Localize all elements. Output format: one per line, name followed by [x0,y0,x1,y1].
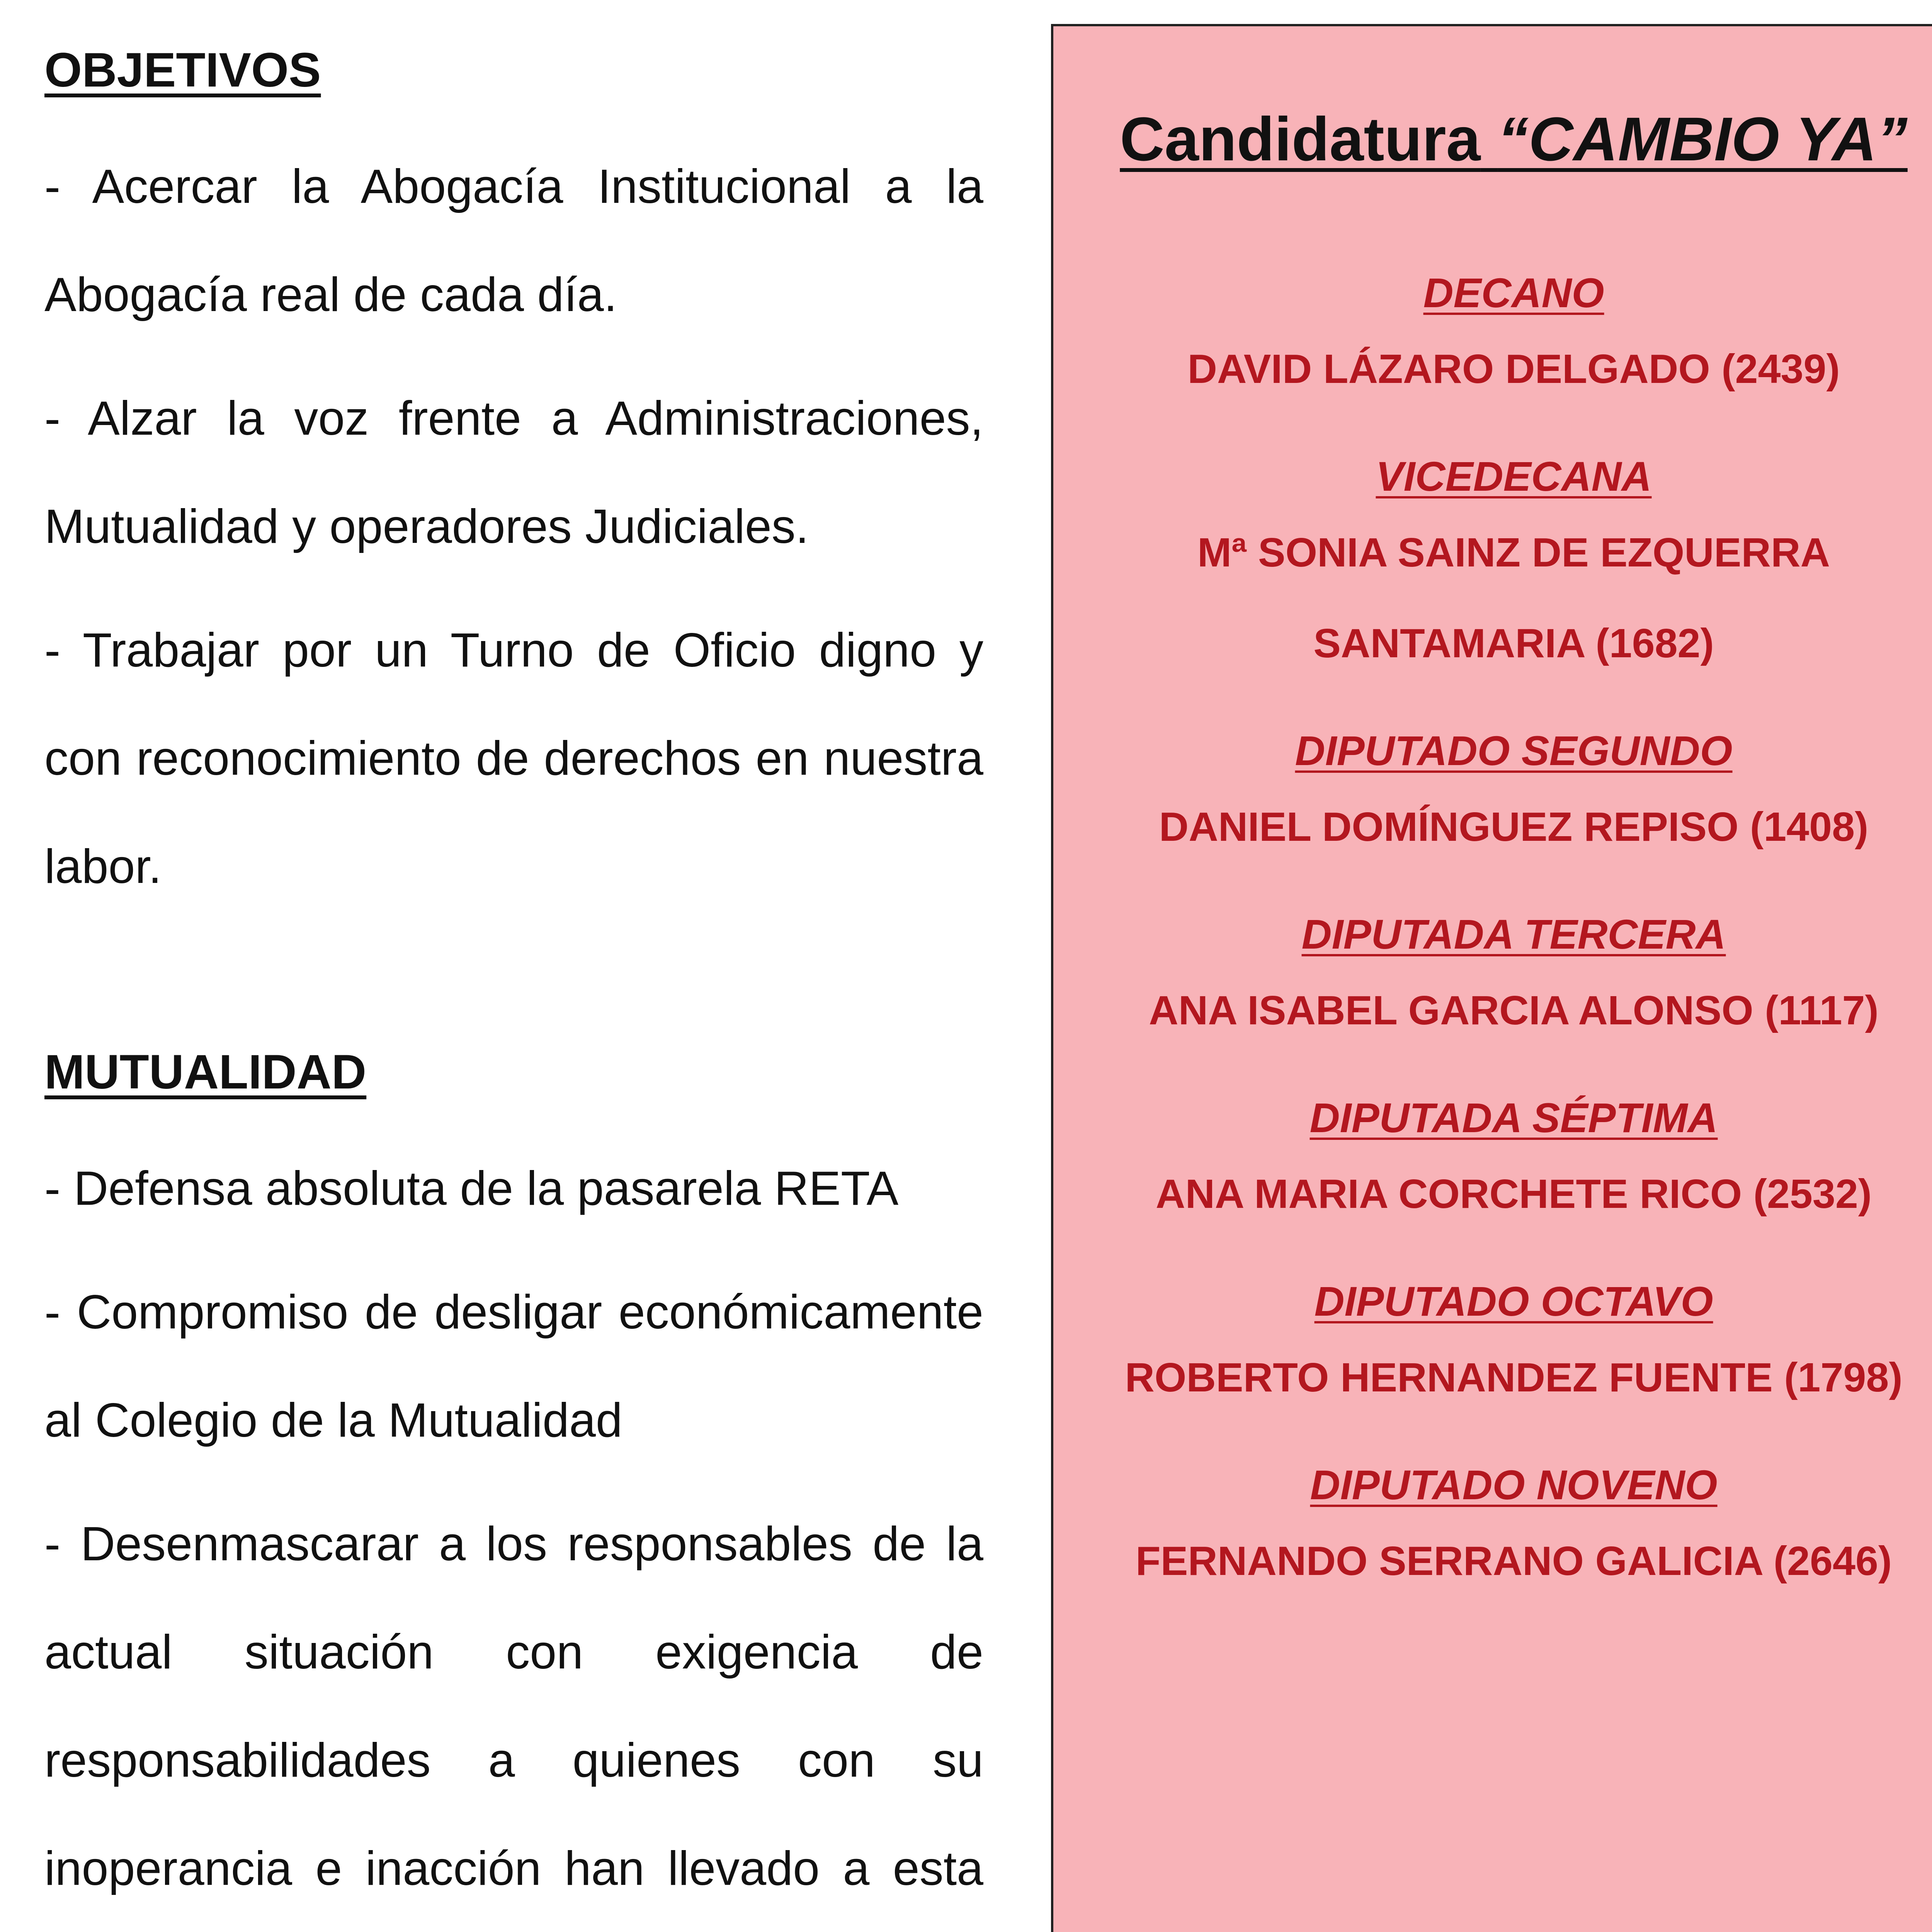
candidate-role: DIPUTADO OCTAVO [1314,1278,1713,1325]
candidate-role: DIPUTADO SEGUNDO [1295,727,1733,774]
objective-item: - Alzar la voz frente a Administraciones, Mutualidad y operadores Judiciales. [44,392,983,553]
candidate-name: ANA ISABEL GARCIA ALONSO (1117) [1149,988,1879,1033]
candidate-entry [1053,446,1932,689]
candidate-entry [1053,1454,1932,1607]
objective-item: - Acercar la Abogacía Institucional a la Abogacía real de cada día. [44,160,983,321]
candidate-role: DIPUTADA TERCERA [1301,911,1726,957]
candidate-name: FERNANDO SERRANO GALICIA (2646) [1135,1538,1892,1584]
candidate-list [1053,262,1932,1638]
candidate-entry [1053,262,1932,415]
objectives-column [44,43,983,1932]
candidate-role: VICEDECANA [1376,453,1652,500]
candidate-name: DAVID LÁZARO DELGADO (2439) [1187,346,1840,392]
candidate-role: DECANO [1423,269,1604,316]
candidate-entry [1053,903,1932,1056]
objective-item: - Trabajar por un Turno de Oficio digno y con reconocimiento de derechos en nuestra labor. [44,624,983,893]
mutualidad-item: - Defensa absoluta de la pasarela RETA [44,1162,899,1215]
candidate-role: DIPUTADO NOVENO [1310,1461,1718,1508]
objectives-heading: OBJETIVOS [44,43,321,97]
candidacy-slogan: “CAMBIO YA” [1498,104,1908,173]
candidacy-title [1053,104,1932,175]
candidacy-title-prefix: Candidatura [1120,104,1481,173]
candidate-name: ROBERTO HERNANDEZ FUENTE (1798) [1125,1355,1903,1400]
candidate-name: Mª SONIA SAINZ DE EZQUERRA SANTAMARIA (1682) [1197,530,1830,666]
mutualidad-item: - Desenmascarar a los responsables de la actual situación con exigencia de responsabilidades a quienes con su inoperancia e inacción han llevado a esta [44,1517,983,1895]
candidate-name: ANA MARIA CORCHETE RICO (2532) [1155,1171,1872,1217]
candidate-entry [1053,1087,1932,1240]
mutualidad-item: - Compromiso de desligar económicamente al Colegio de la Mutualidad [44,1286,983,1447]
candidate-name: DANIEL DOMÍNGUEZ REPISO (1408) [1159,804,1869,850]
candidate-entry [1053,720,1932,872]
candidacy-panel [1051,24,1932,1932]
candidate-entry [1053,1270,1932,1423]
candidate-role: DIPUTADA SÉPTIMA [1310,1094,1718,1141]
mutualidad-heading: MUTUALIDAD [44,1045,367,1099]
